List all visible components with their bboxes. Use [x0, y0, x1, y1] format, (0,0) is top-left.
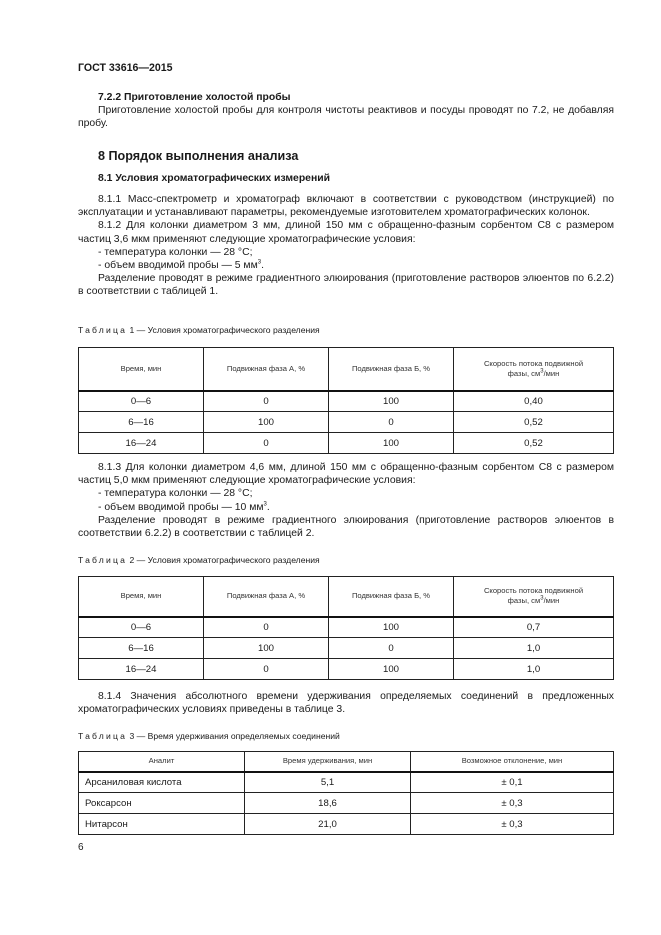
- column-header: Время, мин: [79, 348, 204, 391]
- table-row: [79, 412, 614, 433]
- column-header: Аналит: [79, 752, 245, 772]
- column-header-text: Скорость потока подвижной фазы, см: [483, 358, 584, 378]
- superscript: 3: [263, 501, 267, 508]
- bullet-volume: - объем вводимой пробы — 5 $мм^3$.: [98, 259, 264, 272]
- table-cell: 16—24: [79, 433, 204, 454]
- table-cell: 1,0: [454, 659, 614, 680]
- table-cell: 6—16: [79, 412, 204, 433]
- paragraph-8-1-3: 8.1.3 Для колонки диаметром 4,6 мм, длиной 150 мм с обращенно-фазным сорбентом С8 с размером частиц 5,0 мкм применяют следующие хроматографические условия:: [78, 462, 614, 487]
- table-row: [79, 617, 614, 638]
- table-2-caption: [78, 555, 614, 565]
- table-row: [79, 814, 614, 835]
- column-header: Подвижная фаза Б, %: [329, 577, 454, 617]
- table-cell: 0,40: [454, 391, 614, 412]
- table-row: [79, 391, 614, 412]
- table-word: Таблица: [78, 731, 128, 741]
- column-header: [454, 577, 614, 617]
- table-cell: 0: [204, 617, 329, 638]
- superscript: 3: [540, 595, 544, 602]
- table-3-caption: [78, 731, 614, 741]
- section-7-2-2-text: Приготовление холостой пробы для контроля чистоты реактивов и посуды проводят по 7.2, не добавляя пробу.: [78, 105, 614, 130]
- column-header: Возможное отклонение, мин: [411, 752, 614, 772]
- paragraph-separation: Разделение проводят в режиме градиентного элюирования (приготовление растворов элюентов по 6.2.2) в соответствии с таблицей 1.: [78, 273, 614, 298]
- section-8-1-body: [78, 193, 614, 299]
- document-header: ГОСТ 33616—2015: [78, 62, 173, 74]
- table-cell: 0—6: [79, 391, 204, 412]
- column-header: Подвижная фаза А, %: [204, 348, 329, 391]
- bullet-volume: - объем вводимой пробы — 10 $мм^3$.: [98, 501, 270, 513]
- bullet-temperature: - температура колонки — 28 °С;: [98, 488, 253, 500]
- table-cell: 0,52: [454, 412, 614, 433]
- table-cell: 100: [204, 412, 329, 433]
- table-word: Таблица: [78, 555, 128, 565]
- table-2-caption-text: 2 — Условия хроматографического разделения: [127, 555, 320, 565]
- table-cell: ± 0,3: [411, 793, 614, 814]
- table-cell: 100: [329, 391, 454, 412]
- table-row: [79, 772, 614, 793]
- paragraph-8-1-1: 8.1.1 Масс-спектрометр и хроматограф включают в соответствии с руководством (инструкцией) по эксплуатации и устанавливают параметры, рекомендуемые изготовителем хроматографических колонок.: [78, 194, 614, 219]
- table-cell: 0: [204, 391, 329, 412]
- table-cell: 6—16: [79, 638, 204, 659]
- table-cell: Арсаниловая кислота: [79, 772, 245, 793]
- table-cell: 16—24: [79, 659, 204, 680]
- column-header: Подвижная фаза Б, %: [329, 348, 454, 391]
- table-cell: 100: [329, 433, 454, 454]
- table-row: [79, 433, 614, 454]
- superscript: 3: [257, 259, 262, 266]
- table-cell: 100: [329, 659, 454, 680]
- section-8-title: 8 Порядок выполнения анализа: [98, 149, 299, 163]
- bullet-volume-text: - объем вводимой пробы — 10 мм: [98, 501, 264, 513]
- table-cell: 5,1: [245, 772, 411, 793]
- table-1-caption: [78, 325, 614, 335]
- table-2: [78, 576, 614, 680]
- paragraph-8-1-4: 8.1.4 Значения абсолютного времени удерживания определяемых соединений в предложенных хроматографических условиях приведены в таблице 3.: [78, 691, 614, 716]
- paragraph-8-1-2: 8.1.2 Для колонки диаметром 3 мм, длиной 150 мм с обращенно-фазным сорбентом С8 с размером частиц 3,6 мкм применяют следующие хроматографические условия:: [78, 220, 614, 245]
- table-cell: 100: [329, 617, 454, 638]
- table-1: [78, 347, 614, 454]
- column-header: [454, 348, 614, 391]
- table-row: [79, 659, 614, 680]
- table-cell: 0: [204, 659, 329, 680]
- table-cell: 18,6: [245, 793, 411, 814]
- page-number: 6: [78, 842, 84, 853]
- table-3: [78, 751, 614, 835]
- column-header-unit: /мин: [543, 368, 560, 378]
- table-cell: Роксарсон: [79, 793, 245, 814]
- section-8-1-title: 8.1 Условия хроматографических измерений: [98, 173, 330, 184]
- table-cell: Нитарсон: [79, 814, 245, 835]
- table-cell: 0,52: [454, 433, 614, 454]
- column-header-text: Скорость потока подвижной фазы, см: [483, 586, 584, 606]
- table-cell: 1,0: [454, 638, 614, 659]
- table-row: [79, 793, 614, 814]
- column-header-unit: /мин: [543, 596, 560, 606]
- table-cell: 0,7: [454, 617, 614, 638]
- bullet-volume-text: - объем вводимой пробы — 5 мм: [98, 260, 258, 272]
- table-cell: 100: [204, 638, 329, 659]
- section-8-1-3-body: [78, 461, 614, 540]
- column-header: Подвижная фаза А, %: [204, 577, 329, 617]
- table-header-row: [79, 348, 614, 391]
- table-cell: 0: [329, 638, 454, 659]
- paragraph-separation: Разделение проводят в режиме градиентного элюирования (приготовление растворов элюентов в соответствии 6.2.2) в соответствии с таблицей 2.: [78, 514, 614, 540]
- table-cell: ± 0,3: [411, 814, 614, 835]
- table-word: Таблица: [78, 325, 128, 335]
- table-cell: 21,0: [245, 814, 411, 835]
- table-1-caption-text: 1 — Условия хроматографического разделения: [127, 325, 320, 335]
- table-row: [79, 638, 614, 659]
- column-header: Время, мин: [79, 577, 204, 617]
- table-header-row: [79, 752, 614, 772]
- table-3-caption-text: 3 — Время удерживания определяемых соединений: [127, 731, 340, 741]
- table-cell: 0: [329, 412, 454, 433]
- superscript: 3: [540, 368, 544, 375]
- section-7-2-2-title: 7.2.2 Приготовление холостой пробы: [98, 92, 291, 103]
- bullet-temperature: - температура колонки — 28 °С;: [98, 246, 253, 258]
- table-cell: 0—6: [79, 617, 204, 638]
- table-header-row: [79, 577, 614, 617]
- table-cell: 0: [204, 433, 329, 454]
- table-cell: ± 0,1: [411, 772, 614, 793]
- column-header: Время удерживания, мин: [245, 752, 411, 772]
